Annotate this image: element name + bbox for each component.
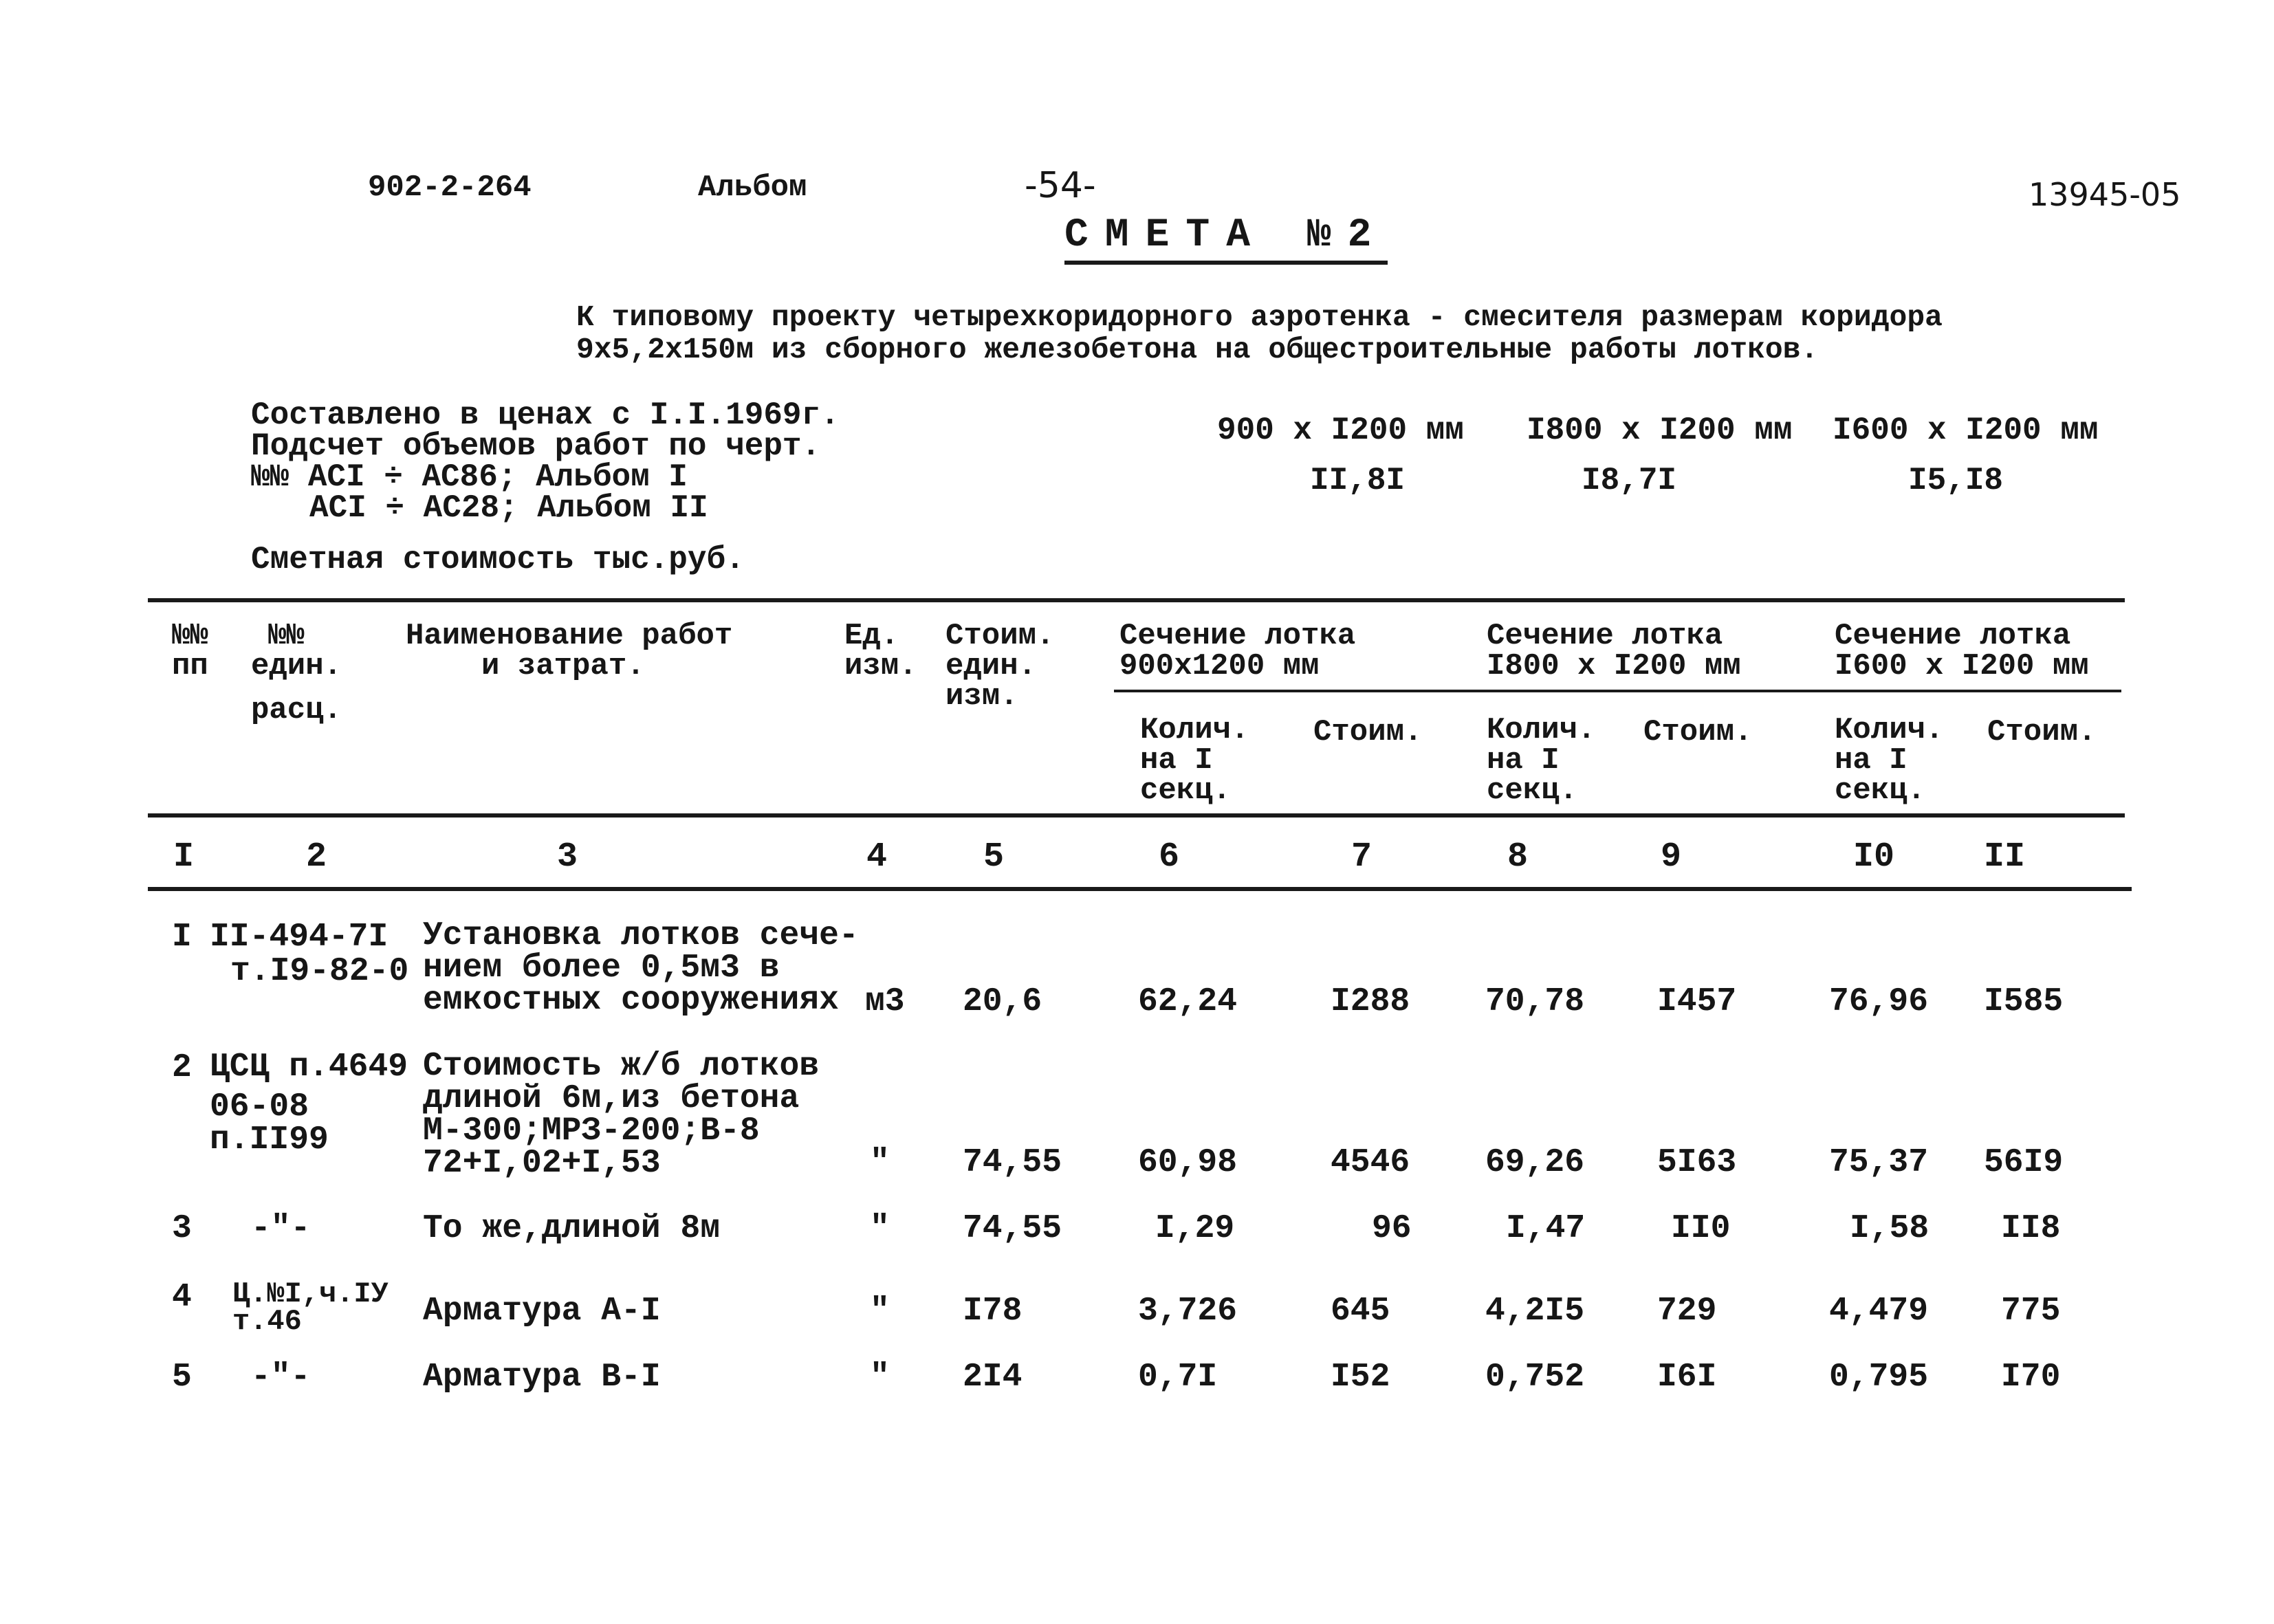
basis-drawings-2: АСI ÷ АС28; Альбом II <box>309 490 708 526</box>
work-name: Арматура В-I <box>423 1359 661 1396</box>
qty-3: I,58 <box>1850 1210 1929 1247</box>
row-number: 2 <box>172 1049 192 1086</box>
header-qty-3: Колич. на I секц. <box>1835 713 1944 808</box>
header-rate-number: №№ един. расц. <box>251 619 342 727</box>
work-name: Арматура А-I <box>423 1293 661 1330</box>
variant-3-cost: I5,I8 <box>1908 463 2004 498</box>
document-title: СМЕТА №2 <box>1064 213 1388 265</box>
cost-2: II0 <box>1671 1210 1731 1247</box>
cost-1: I52 <box>1331 1359 1390 1396</box>
column-number: 5 <box>983 837 1005 877</box>
header-unit: Ед. изм. <box>844 619 917 683</box>
qty-3: 0,795 <box>1829 1359 1929 1396</box>
unit-price: 74,55 <box>963 1144 1062 1181</box>
unit: " <box>870 1359 890 1396</box>
row-number: 3 <box>172 1210 192 1247</box>
work-name: Стоимость ж/б лотков длиной 6м,из бетона М-300;МРЗ-200;В-8 72+I,02+I,53 <box>423 1048 820 1182</box>
work-name: То же,длиной 8м <box>423 1210 721 1247</box>
cost-3: 775 <box>2001 1293 2061 1330</box>
basis-calc: Подсчет объемов работ по черт. <box>251 428 821 464</box>
header-row-number: №№ пп <box>172 619 208 683</box>
basis-drawings-1: №№ АСI ÷ АС86; Альбом I <box>251 459 688 495</box>
rate-code: II-494-7I т.I9-82-0 <box>210 919 409 990</box>
header-cost-3: Стоим. <box>1987 715 2097 749</box>
qty-2: 0,752 <box>1485 1359 1585 1396</box>
qty-3: 4,479 <box>1829 1293 1929 1330</box>
header-group-3: Сечение лотка I600 х I200 мм <box>1835 619 2089 683</box>
variant-1-label: 900 х I200 мм <box>1217 413 1464 448</box>
qty-3: 76,96 <box>1829 983 1929 1020</box>
header-cost-1: Стоим. <box>1313 715 1423 749</box>
cost-1: 4546 <box>1331 1144 1410 1181</box>
qty-1: 3,726 <box>1138 1293 1238 1330</box>
header-qty-1: Колич. на I секц. <box>1140 713 1249 808</box>
header-cost-2: Стоим. <box>1643 715 1753 749</box>
intro-line-1: К типовому проекту четырехкоридорного аэротенка - смесителя размерам коридора <box>576 300 1943 334</box>
page-number: -54- <box>1025 165 1096 206</box>
unit: " <box>870 1210 890 1247</box>
rate-code: ЦСЦ п.4649 06-08 п.II99 <box>210 1049 408 1159</box>
column-number: II <box>1984 837 2026 877</box>
rate-code: Ц.№I,ч.IУ т.46 <box>232 1277 389 1338</box>
row-number: 4 <box>172 1279 192 1316</box>
rate-code: -"- <box>251 1210 311 1247</box>
qty-3: 75,37 <box>1829 1144 1929 1181</box>
column-number: 6 <box>1159 837 1180 877</box>
unit-price: 2I4 <box>963 1359 1023 1396</box>
qty-1: 60,98 <box>1138 1144 1238 1181</box>
header-group-1: Сечение лотка 900х1200 мм <box>1119 619 1356 683</box>
unit-price: I78 <box>963 1293 1023 1330</box>
work-name: Установка лотков сече- нием более 0,5м3 в емкостных сооружениях <box>423 917 859 1019</box>
basis-prices: Составлено в ценах с I.I.1969г. <box>251 397 840 433</box>
table-colnum-rule <box>148 887 2132 891</box>
qty-1: 62,24 <box>1138 983 1238 1020</box>
rate-code: -"- <box>251 1359 311 1396</box>
table-top-rule <box>148 598 2125 602</box>
column-number: 3 <box>557 837 578 877</box>
album-label: Альбом <box>698 171 807 205</box>
intro-line-2: 9х5,2х150м из сборного железобетона на общестроительные работы лотков. <box>576 333 1819 366</box>
estimate-cost-label: Сметная стоимость тыс.руб. <box>251 542 745 578</box>
column-number: 9 <box>1661 837 1682 877</box>
column-number: 2 <box>306 837 327 877</box>
variant-2-cost: I8,7I <box>1582 463 1677 498</box>
variant-1-cost: II,8I <box>1310 463 1406 498</box>
unit-price: 20,6 <box>963 983 1042 1020</box>
qty-2: I,47 <box>1506 1210 1586 1247</box>
cost-1: I288 <box>1331 983 1410 1020</box>
doc-code: 902-2-264 <box>368 171 532 205</box>
cost-3: 56I9 <box>1984 1144 2064 1181</box>
cost-3: I585 <box>1984 983 2064 1020</box>
table-subheader-rule <box>1114 690 2121 692</box>
variant-3-label: I600 х I200 мм <box>1833 413 2099 448</box>
column-number: I0 <box>1853 837 1895 877</box>
inventory-number: 13945-05 <box>2029 176 2181 213</box>
column-number: I <box>173 837 195 877</box>
variant-2-label: I800 х I200 мм <box>1527 413 1793 448</box>
qty-2: 4,2I5 <box>1485 1293 1585 1330</box>
table-header-rule <box>148 813 2125 818</box>
cost-2: 5I63 <box>1657 1144 1737 1181</box>
row-number: I <box>172 919 192 956</box>
cost-2: I6I <box>1657 1359 1717 1396</box>
unit: " <box>870 1293 890 1330</box>
qty-1: 0,7I <box>1138 1359 1218 1396</box>
unit: м3 <box>865 983 905 1020</box>
qty-2: 70,78 <box>1485 983 1585 1020</box>
column-number: 8 <box>1507 837 1529 877</box>
cost-1: 645 <box>1331 1293 1390 1330</box>
cost-3: I70 <box>2001 1359 2061 1396</box>
header-group-2: Сечение лотка I800 х I200 мм <box>1487 619 1741 683</box>
header-work-name: Наименование работ и затрат. <box>406 619 733 683</box>
unit: " <box>870 1144 890 1181</box>
column-number: 7 <box>1351 837 1373 877</box>
qty-1: I,29 <box>1155 1210 1235 1247</box>
header-qty-2: Колич. на I секц. <box>1487 713 1596 808</box>
cost-1: 96 <box>1372 1210 1412 1247</box>
cost-2: I457 <box>1657 983 1737 1020</box>
cost-3: II8 <box>2001 1210 2061 1247</box>
column-number: 4 <box>866 837 888 877</box>
header-unit-price: Стоим. един. изм. <box>945 619 1055 714</box>
row-number: 5 <box>172 1359 192 1396</box>
cost-2: 729 <box>1657 1293 1717 1330</box>
qty-2: 69,26 <box>1485 1144 1585 1181</box>
unit-price: 74,55 <box>963 1210 1062 1247</box>
